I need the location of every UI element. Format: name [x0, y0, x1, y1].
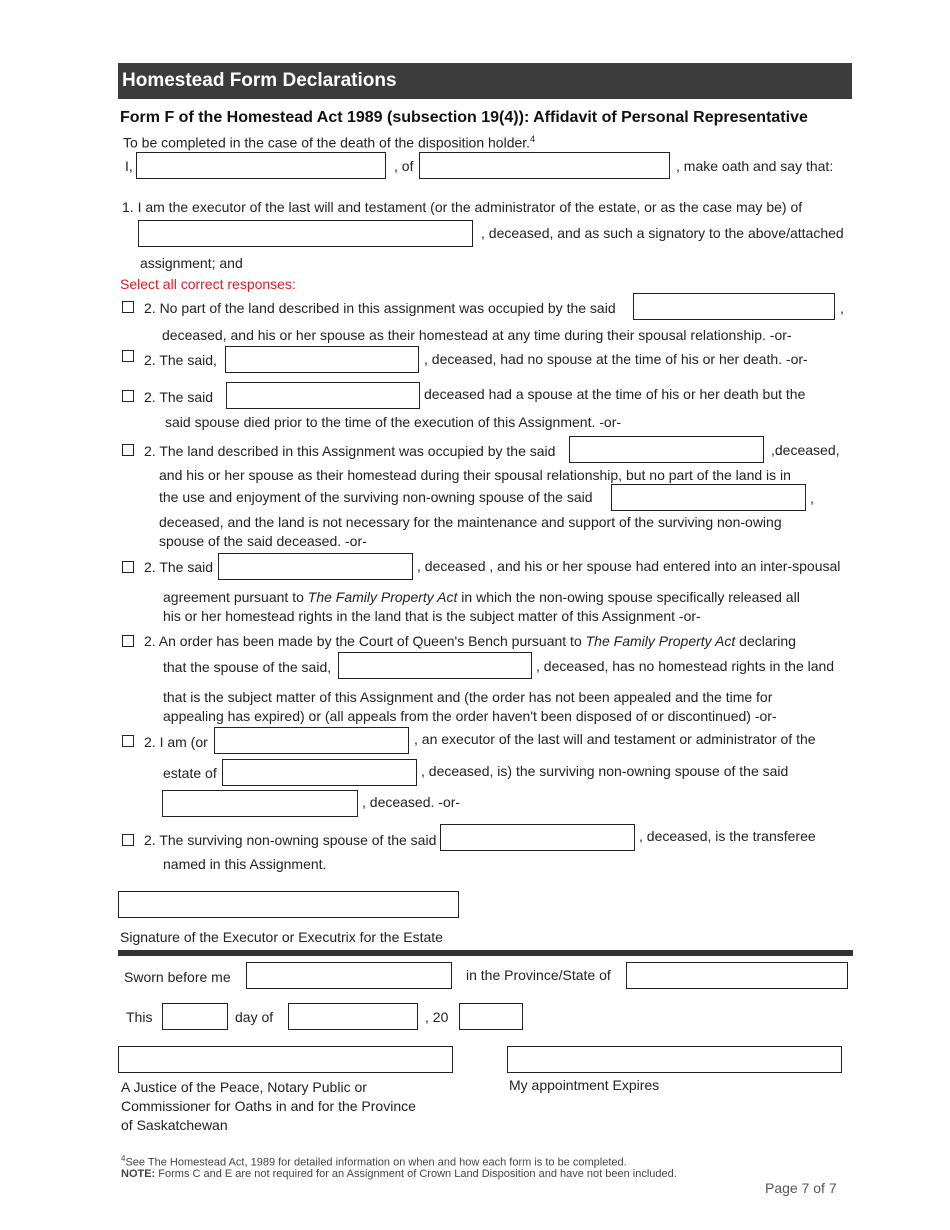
oath-of-label: , of	[394, 158, 414, 174]
option4-after: ,deceased,	[771, 442, 840, 458]
option7-after3: , deceased. -or-	[362, 794, 461, 810]
option1-lead: 2. No part of the land described in this assignment was occupied by the said	[144, 300, 616, 316]
item1-after-field: , deceased, and as such a signatory to the above/attached	[481, 225, 844, 241]
item1-line3: assignment; and	[140, 255, 243, 271]
option3-after: deceased had a spouse at the time of his or her death but the	[424, 386, 806, 402]
oath-statement: , make oath and say that:	[676, 158, 834, 174]
option8-checkbox[interactable]	[122, 834, 134, 846]
option3-cont: said spouse died prior to the time of the execution of this Assignment. -or-	[165, 414, 622, 430]
option1-name-field[interactable]	[633, 293, 835, 320]
option5-line2: agreement pursuant to The Family Property Act in which the non-owing spouse specifically released all	[163, 589, 800, 605]
year-field[interactable]	[459, 1003, 523, 1030]
justice-signature-field[interactable]	[118, 1046, 453, 1073]
option4-name-field[interactable]	[569, 436, 764, 463]
option8-line2: named in this Assignment.	[163, 856, 327, 872]
option6-line2: that the spouse of the said,	[163, 659, 332, 675]
option4-line5: spouse of the said deceased. -or-	[159, 533, 367, 549]
option5-lead: 2. The said	[144, 559, 214, 575]
option7-lead: 2. I am (or	[144, 734, 208, 750]
option7-line2: estate of	[163, 765, 217, 781]
option7-estate-field[interactable]	[222, 759, 417, 786]
province-label: in the Province/State of	[466, 967, 611, 983]
option8-after: , deceased, is the transferee	[639, 828, 816, 844]
year-prefix: , 20	[425, 1009, 449, 1025]
option6-after: , deceased, has no homestead rights in the land	[536, 658, 835, 674]
option3-checkbox[interactable]	[122, 390, 134, 402]
option7-spouse-field[interactable]	[162, 790, 358, 817]
option4-spouse-field[interactable]	[611, 484, 806, 511]
option6-line3: that is the subject matter of this Assignment and (the order has not been appealed and the time for	[163, 689, 773, 705]
option3-name-field[interactable]	[226, 382, 420, 409]
oath-i-label: I,	[125, 158, 133, 174]
option5-checkbox[interactable]	[122, 561, 134, 573]
option6-name-field[interactable]	[338, 652, 532, 679]
province-field[interactable]	[626, 962, 848, 989]
justice-label-line1: A Justice of the Peace, Notary Public or	[121, 1079, 367, 1095]
justice-label-line2: Commissioner for Oaths in and for the Province	[121, 1098, 416, 1114]
sworn-before-field[interactable]	[246, 962, 452, 989]
address-field[interactable]	[419, 152, 670, 179]
month-field[interactable]	[288, 1003, 418, 1030]
section-header	[118, 63, 852, 99]
option1-checkbox[interactable]	[122, 301, 134, 313]
option2-name-field[interactable]	[225, 346, 419, 373]
day-field[interactable]	[162, 1003, 228, 1030]
option1-cont: deceased, and his or her spouse as their homestead at any time during their spousal relationship. -or-	[162, 327, 792, 343]
option4-line2: and his or her spouse as their homestead during their spousal relationship, but no part of the land is in	[159, 467, 791, 483]
select-all-instruction: Select all correct responses:	[120, 276, 296, 292]
section-title: Homestead Form Declarations	[122, 70, 397, 91]
option5-line3: his or her homestead rights in the land that is the subject matter of this Assignment -or-	[163, 608, 701, 624]
appointment-expires-field[interactable]	[507, 1046, 842, 1073]
executor-signature-label: Signature of the Executor or Executrix for the Estate	[120, 929, 443, 945]
option6-lead: 2. An order has been made by the Court of Queen's Bench pursuant to The Family Property Act declaring	[144, 633, 796, 649]
option1-comma: ,	[840, 300, 844, 316]
option7-after2: , deceased, is) the surviving non-owning spouse of the said	[421, 763, 789, 779]
option2-after: , deceased, had no spouse at the time of his or her death. -or-	[424, 351, 808, 367]
sworn-before-label: Sworn before me	[124, 969, 231, 985]
name-field[interactable]	[136, 152, 386, 179]
footnote: $^4$See The Homestead Act, 1989 for detailed information on when and how each form is to be completed.	[121, 1154, 627, 1169]
executor-signature-field[interactable]	[118, 891, 459, 918]
option4-comma: ,	[810, 490, 814, 506]
option4-checkbox[interactable]	[122, 444, 134, 456]
note: NOTE: Forms C and E are not required for an Assignment of Crown Land Disposition and have not been included.	[121, 1168, 677, 1180]
option7-after: , an executor of the last will and testament or administrator of the	[414, 731, 816, 747]
option4-lead: 2. The land described in this Assignment was occupied by the said	[144, 443, 556, 459]
option5-after: , deceased , and his or her spouse had entered into an inter-spousal	[417, 558, 841, 574]
option8-name-field[interactable]	[440, 824, 635, 851]
day-of-label: day of	[235, 1009, 274, 1025]
section-divider	[118, 950, 853, 956]
option6-line4: appealing has expired) or (all appeals from the order haven't been disposed of or discontinued) -or-	[163, 708, 777, 724]
option7-checkbox[interactable]	[122, 735, 134, 747]
deceased-name-field[interactable]	[138, 220, 473, 247]
option4-line4: deceased, and the land is not necessary for the maintenance and support of the surviving non-owing	[159, 514, 782, 530]
form-title: Form F of the Homestead Act 1989 (subsection 19(4)): Affidavit of Personal Representative	[120, 109, 808, 126]
option2-lead: 2. The said,	[144, 352, 217, 368]
option3-lead: 2. The said	[144, 389, 214, 405]
item1-text: 1. I am the executor of the last will and testament (or the administrator of the estate, or as the case may be) of	[122, 199, 803, 215]
option8-lead: 2. The surviving non-owning spouse of the said	[144, 832, 437, 848]
this-label: This	[126, 1009, 153, 1025]
justice-label-line3: of Saskatchewan	[121, 1117, 228, 1133]
option7-name-field[interactable]	[214, 727, 409, 754]
option6-checkbox[interactable]	[122, 635, 134, 647]
option5-name-field[interactable]	[218, 553, 413, 580]
option2-checkbox[interactable]	[122, 350, 134, 362]
appointment-expires-label: My appointment Expires	[509, 1077, 660, 1093]
option4-line3: the use and enjoyment of the surviving non-owning spouse of the said	[159, 489, 593, 505]
form-instruction: To be completed in the case of the death of the disposition holder.$^4$	[123, 134, 536, 151]
page-number: Page 7 of 7	[765, 1180, 837, 1196]
